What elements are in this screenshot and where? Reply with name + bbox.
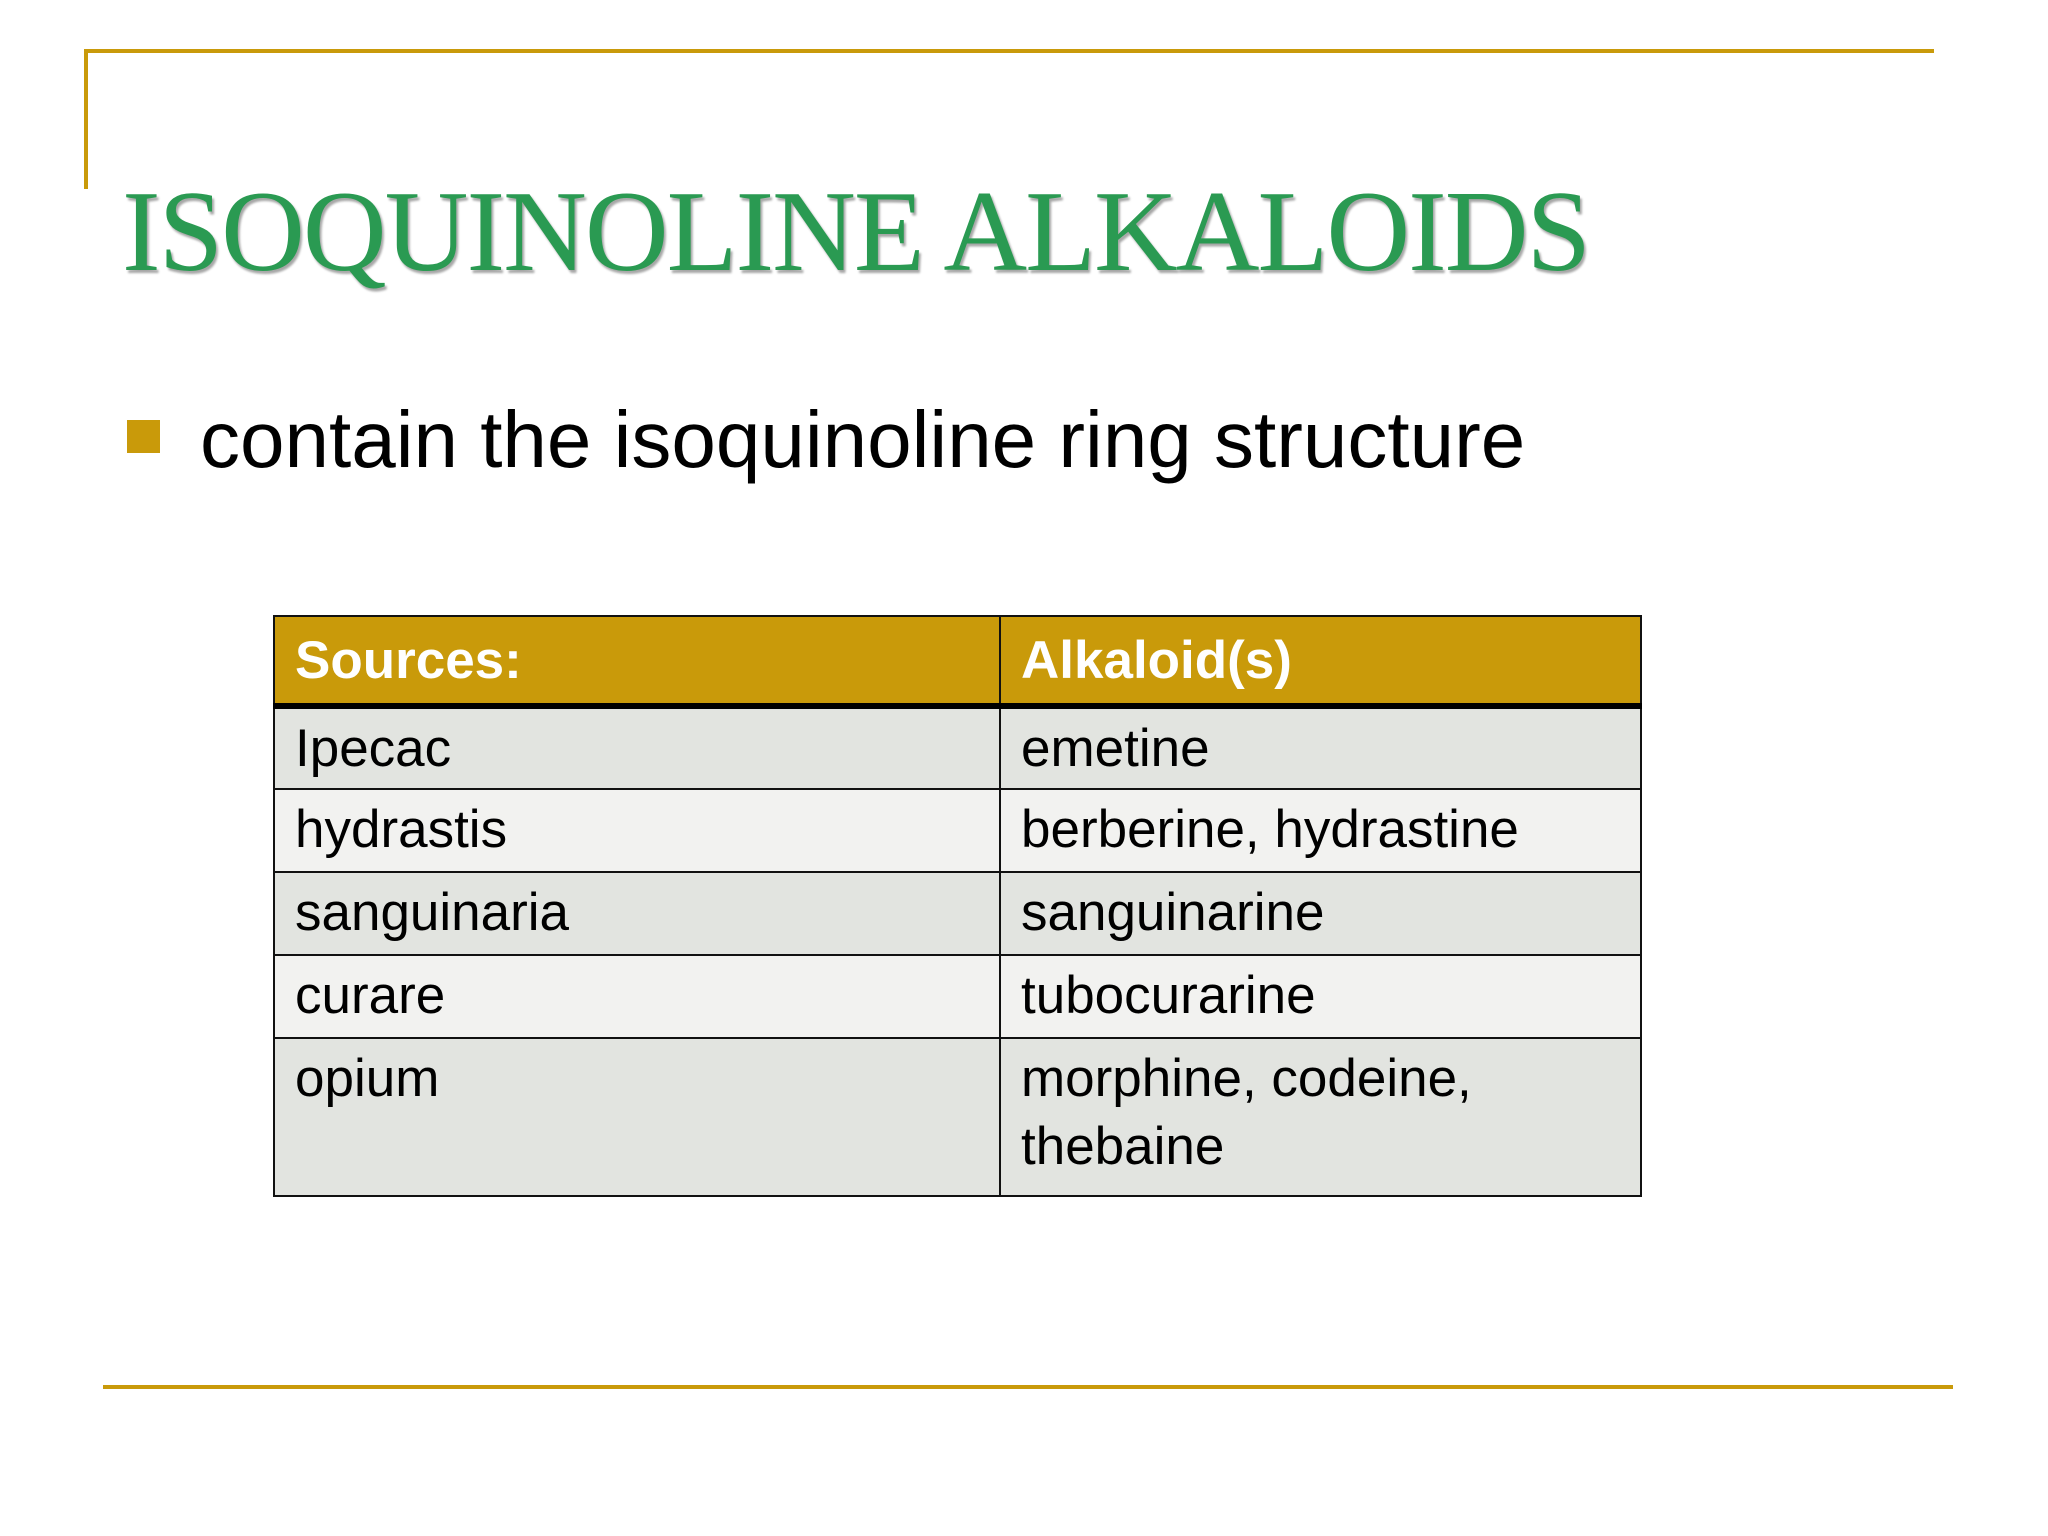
sources-table xyxy=(273,615,1642,1197)
table-header-row xyxy=(274,616,1641,706)
bottom-rule xyxy=(103,1385,1953,1389)
slide-title: ISOQUINOLINE ALKALOIDS xyxy=(122,168,1590,296)
left-rule xyxy=(84,49,88,189)
cell-source: hydrastis xyxy=(274,789,1000,872)
top-rule xyxy=(84,49,1934,53)
cell-alkaloids: sanguinarine xyxy=(1000,872,1641,955)
header-sources: Sources: xyxy=(274,616,1000,706)
header-alkaloids: Alkaloid(s) xyxy=(1000,616,1641,706)
bullet-item xyxy=(127,390,1525,490)
cell-alkaloids: tubocurarine xyxy=(1000,955,1641,1038)
bullet-text: contain the isoquinoline ring structure xyxy=(200,395,1526,484)
table-row xyxy=(274,1038,1641,1196)
cell-source: sanguinaria xyxy=(274,872,1000,955)
table-row xyxy=(274,706,1641,789)
cell-source: Ipecac xyxy=(274,706,1000,789)
cell-source: opium xyxy=(274,1038,1000,1196)
table-row xyxy=(274,955,1641,1038)
cell-alkaloids: morphine, codeine, thebaine xyxy=(1000,1038,1641,1196)
cell-source: curare xyxy=(274,955,1000,1038)
cell-alkaloids: emetine xyxy=(1000,706,1641,789)
cell-alkaloids: berberine, hydrastine xyxy=(1000,789,1641,872)
bullet-square-icon xyxy=(127,420,160,453)
table-row xyxy=(274,789,1641,872)
table-row xyxy=(274,872,1641,955)
